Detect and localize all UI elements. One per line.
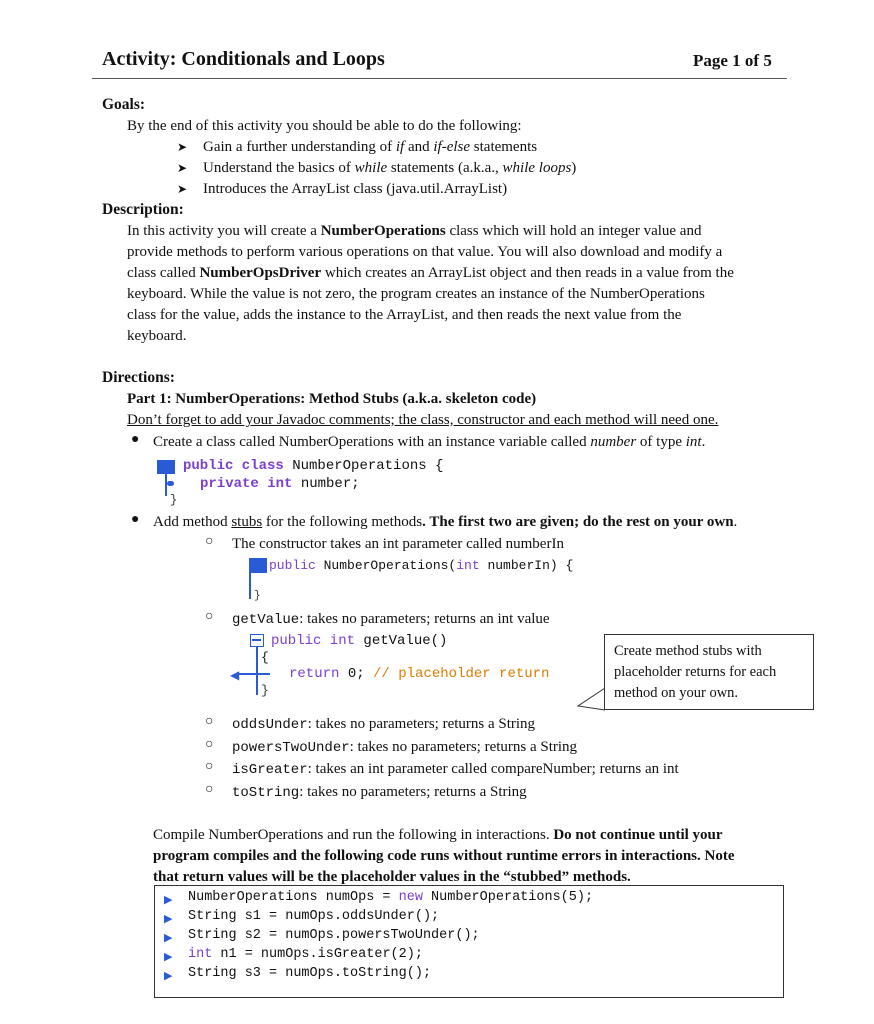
description-line-2: provide methods to perform various operations on that value. You will also download and modify a (127, 244, 723, 260)
compile-line-2: program compiles and the following code runs without runtime errors in interactions. Note (153, 848, 735, 864)
interaction-prompt-icon: ▶ (164, 932, 173, 944)
callout-line-2: placeholder returns for each (614, 664, 777, 680)
oddsunder-item: oddsUnder: takes no parameters; returns a String (232, 716, 536, 733)
bullet-2: Add method stubs for the following methods. The first two are given; do the rest on your own. (153, 514, 738, 530)
goals-heading: Goals: (102, 96, 146, 113)
interaction-line-2: String s1 = numOps.oddsUnder(); (188, 909, 440, 924)
code-class-declaration: public class NumberOperations { (183, 458, 444, 474)
code-close-brace: } (254, 590, 261, 602)
description-line-4: keyboard. While the value is not zero, the program creates an instance of the NumberOperations (127, 286, 705, 302)
javadoc-note: Don’t forget to add your Javadoc comments; the class, constructor and each method will need one. (127, 412, 719, 428)
sub-bullet-icon: ○ (205, 737, 214, 752)
left-arrow-icon: ◀ (230, 668, 240, 682)
code-close-brace: } (261, 683, 269, 698)
code-arrow-line (236, 673, 270, 675)
bullet-icon: ● (131, 512, 140, 527)
code-structure-bar (256, 647, 258, 695)
bullet-icon: ● (131, 432, 140, 447)
sub-bullet-icon: ○ (205, 714, 214, 729)
interaction-prompt-icon: ▶ (164, 970, 173, 982)
tostring-item: toString: takes no parameters; returns a String (232, 784, 527, 801)
code-field-declaration: private int number; (200, 476, 360, 492)
interaction-prompt-icon: ▶ (164, 894, 173, 906)
sub-bullet-icon: ○ (205, 782, 214, 797)
interaction-line-5: String s3 = numOps.toString(); (188, 966, 432, 981)
code-return-statement: return 0; // placeholder return (289, 666, 550, 682)
goal-item-3: ➤ Introduces the ArrayList class (java.util.ArrayList) (177, 179, 507, 200)
code-open-brace: { (261, 650, 269, 665)
compile-line-3: that return values will be the placeholder values in the “stubbed” methods. (153, 869, 631, 885)
code-folding-marker-icon (157, 460, 175, 474)
bullet-1: Create a class called NumberOperations with an instance variable called number of type int. (153, 434, 706, 450)
page-number: Page 1 of 5 (693, 51, 772, 70)
arrow-bullet-icon: ➤ (177, 161, 188, 175)
callout-line-3: method on your own. (614, 685, 739, 701)
description-heading: Description: (102, 201, 184, 218)
callout-line-1: Create method stubs with (614, 643, 762, 659)
goal-item-1: ➤ Gain a further understanding of if and if-else statements (177, 137, 537, 158)
description-line-3: class called NumberOpsDriver which creates an ArrayList object and then reads in a value from the (127, 265, 734, 281)
code-bullet-icon (167, 481, 174, 486)
interaction-line-3: String s2 = numOps.powersTwoUnder(); (188, 928, 480, 943)
code-folding-marker-icon (249, 558, 267, 573)
description-line-6: keyboard. (127, 328, 187, 344)
interaction-prompt-icon: ▶ (164, 951, 173, 963)
code-folding-marker-icon (250, 634, 264, 647)
directions-heading: Directions: (102, 369, 175, 386)
callout-box (604, 634, 814, 710)
sub-bullet-icon: ○ (205, 534, 214, 549)
isgreater-item: isGreater: takes an int parameter called compareNumber; returns an int (232, 761, 679, 778)
header-rule (92, 78, 787, 79)
interaction-line-1: NumberOperations numOps = new NumberOperations(5); (188, 890, 594, 905)
description-line-1: In this activity you will create a NumberOperations class which will hold an integer value and (127, 223, 702, 239)
goal-item-2: ➤ Understand the basics of while statements (a.k.a., while loops) (177, 158, 576, 179)
compile-line-1: Compile NumberOperations and run the following in interactions. Do not continue until your (153, 827, 723, 843)
arrow-bullet-icon: ➤ (177, 182, 188, 196)
arrow-bullet-icon: ➤ (177, 140, 188, 154)
description-line-5: class for the value, adds the instance to the ArrayList, and then reads the next value from the (127, 307, 682, 323)
sub-bullet-icon: ○ (205, 759, 214, 774)
goals-intro: By the end of this activity you should be able to do the following: (127, 118, 522, 134)
page-title: Activity: Conditionals and Loops (102, 48, 385, 70)
sub-bullet-icon: ○ (205, 609, 214, 624)
interaction-line-4: int n1 = numOps.isGreater(2); (188, 947, 423, 962)
interaction-prompt-icon: ▶ (164, 913, 173, 925)
part1-heading: Part 1: NumberOperations: Method Stubs (a.k.a. skeleton code) (127, 391, 537, 407)
getvalue-item: getValue: takes no parameters; returns an int value (232, 611, 550, 628)
code-close-brace: } (170, 493, 178, 507)
code-getvalue-signature: public int getValue() (271, 633, 448, 649)
code-structure-bar (249, 573, 251, 599)
constructor-item: The constructor takes an int parameter called numberIn (232, 536, 564, 552)
powerstwounder-item: powersTwoUnder: takes no parameters; returns a String (232, 739, 578, 756)
code-constructor: public NumberOperations(int numberIn) { (269, 558, 574, 573)
